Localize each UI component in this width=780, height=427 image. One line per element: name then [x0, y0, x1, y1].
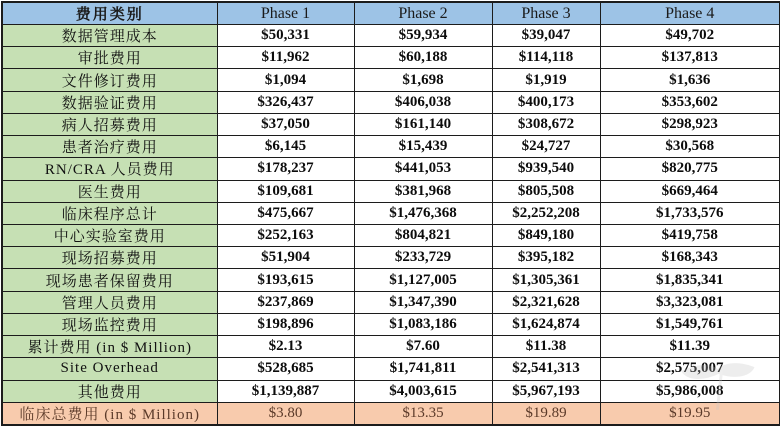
table-row	[2, 180, 780, 202]
value-cell: $19.95	[600, 402, 780, 425]
table-row	[2, 69, 780, 91]
table-row	[2, 224, 780, 246]
value-cell: $1,733,576	[600, 202, 780, 224]
value-cell: $395,182	[492, 247, 600, 269]
row-label: 数据验证费用	[2, 91, 217, 113]
value-cell: $2.13	[217, 336, 354, 358]
table-row	[2, 47, 780, 69]
cost-table-page	[0, 1, 780, 427]
value-cell: $198,896	[217, 313, 354, 335]
row-label: 其他费用	[2, 380, 217, 402]
table-row	[2, 158, 780, 180]
value-cell: $400,173	[492, 91, 600, 113]
value-cell: $233,729	[354, 247, 492, 269]
row-label: 现场招募费用	[2, 247, 217, 269]
header-row	[2, 2, 780, 25]
value-cell: $161,140	[354, 113, 492, 135]
value-cell: $326,437	[217, 91, 354, 113]
table-row	[2, 358, 780, 380]
header-cell-phase1: Phase 1	[217, 2, 354, 25]
row-label: 临床程序总计	[2, 202, 217, 224]
value-cell: $820,775	[600, 158, 780, 180]
value-cell: $114,118	[492, 47, 600, 69]
value-cell: $39,047	[492, 25, 600, 47]
value-cell: $15,439	[354, 136, 492, 158]
value-cell: $2,321,628	[492, 291, 600, 313]
table-row	[2, 113, 780, 135]
value-cell: $193,615	[217, 269, 354, 291]
row-label: 医生费用	[2, 180, 217, 202]
value-cell: $1,549,761	[600, 313, 780, 335]
clinical-cost-table	[1, 1, 780, 426]
value-cell: $252,163	[217, 224, 354, 246]
value-cell: $37,050	[217, 113, 354, 135]
value-cell: $669,464	[600, 180, 780, 202]
value-cell: $178,237	[217, 158, 354, 180]
value-cell: $441,053	[354, 158, 492, 180]
row-label: 中心实验室费用	[2, 224, 217, 246]
value-cell: $5,967,193	[492, 380, 600, 402]
value-cell: $49,702	[600, 25, 780, 47]
table-body	[2, 25, 780, 426]
value-cell: $1,624,874	[492, 313, 600, 335]
value-cell: $11,962	[217, 47, 354, 69]
value-cell: $4,003,615	[354, 380, 492, 402]
value-cell: $1,305,361	[492, 269, 600, 291]
value-cell: $2,575,007	[600, 358, 780, 380]
value-cell: $50,331	[217, 25, 354, 47]
value-cell: $381,968	[354, 180, 492, 202]
value-cell: $59,934	[354, 25, 492, 47]
value-cell: $419,758	[600, 224, 780, 246]
value-cell: $939,540	[492, 158, 600, 180]
value-cell: $2,252,208	[492, 202, 600, 224]
row-label: RN/CRA 人员费用	[2, 158, 217, 180]
value-cell: $1,476,368	[354, 202, 492, 224]
value-cell: $805,508	[492, 180, 600, 202]
row-label: Site Overhead	[2, 358, 217, 380]
value-cell: $406,038	[354, 91, 492, 113]
value-cell: $308,672	[492, 113, 600, 135]
value-cell: $5,986,008	[600, 380, 780, 402]
header-cell-phase4: Phase 4	[600, 2, 780, 25]
header-cell-phase3: Phase 3	[492, 2, 600, 25]
row-label: 数据管理成本	[2, 25, 217, 47]
row-label: 现场监控费用	[2, 313, 217, 335]
table-header	[2, 2, 780, 25]
value-cell: $804,821	[354, 224, 492, 246]
value-cell: $237,869	[217, 291, 354, 313]
table-row	[2, 269, 780, 291]
value-cell: $1,347,390	[354, 291, 492, 313]
value-cell: $19.89	[492, 402, 600, 425]
table-row	[2, 91, 780, 113]
value-cell: $1,636	[600, 69, 780, 91]
value-cell: $60,188	[354, 47, 492, 69]
value-cell: $849,180	[492, 224, 600, 246]
table-row	[2, 291, 780, 313]
value-cell: $3.80	[217, 402, 354, 425]
value-cell: $7.60	[354, 336, 492, 358]
row-label: 病人招募费用	[2, 113, 217, 135]
row-label: 现场患者保留费用	[2, 269, 217, 291]
row-label: 患者治疗费用	[2, 136, 217, 158]
value-cell: $168,343	[600, 247, 780, 269]
value-cell: $1,698	[354, 69, 492, 91]
row-label: 管理人员费用	[2, 291, 217, 313]
table-row	[2, 313, 780, 335]
value-cell: $298,923	[600, 113, 780, 135]
header-cell-category: 费用类别	[2, 2, 217, 25]
value-cell: $475,667	[217, 202, 354, 224]
table-row	[2, 380, 780, 402]
value-cell: $3,323,081	[600, 291, 780, 313]
value-cell: $1,741,811	[354, 358, 492, 380]
value-cell: $11.39	[600, 336, 780, 358]
value-cell: $353,602	[600, 91, 780, 113]
value-cell: $1,094	[217, 69, 354, 91]
table-row	[2, 202, 780, 224]
value-cell: $30,568	[600, 136, 780, 158]
value-cell: $109,681	[217, 180, 354, 202]
row-label: 审批费用	[2, 47, 217, 69]
value-cell: $1,835,341	[600, 269, 780, 291]
value-cell: $6,145	[217, 136, 354, 158]
value-cell: $2,541,313	[492, 358, 600, 380]
value-cell: $1,139,887	[217, 380, 354, 402]
header-cell-phase2: Phase 2	[354, 2, 492, 25]
table-row	[2, 25, 780, 47]
value-cell: $1,919	[492, 69, 600, 91]
value-cell: $528,685	[217, 358, 354, 380]
row-label: 临床总费用 (in $ Million)	[2, 402, 217, 425]
value-cell: $24,727	[492, 136, 600, 158]
value-cell: $51,904	[217, 247, 354, 269]
value-cell: $137,813	[600, 47, 780, 69]
value-cell: $1,127,005	[354, 269, 492, 291]
table-row	[2, 247, 780, 269]
value-cell: $13.35	[354, 402, 492, 425]
value-cell: $1,083,186	[354, 313, 492, 335]
row-label: 累计费用 (in $ Million)	[2, 336, 217, 358]
table-row	[2, 336, 780, 358]
row-label: 文件修订费用	[2, 69, 217, 91]
total-row	[2, 402, 780, 425]
table-row	[2, 136, 780, 158]
value-cell: $11.38	[492, 336, 600, 358]
